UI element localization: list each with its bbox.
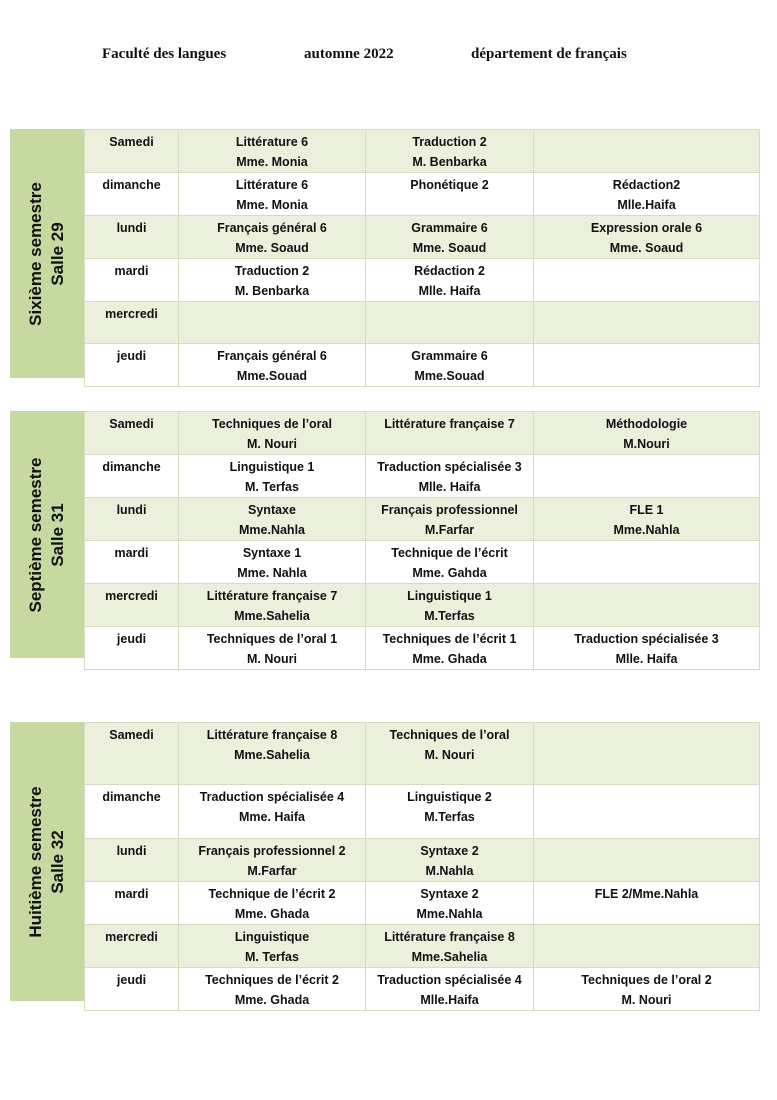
- course-name: Syntaxe 2: [420, 887, 479, 901]
- teacher-name: Mme. Ghada: [234, 907, 310, 921]
- course-cell: [366, 584, 534, 627]
- course-cell: [179, 173, 366, 216]
- teacher-name: Mme. Monia: [236, 198, 308, 212]
- semester-label-column: [10, 411, 84, 658]
- semester-title: Septième semestre: [26, 457, 45, 612]
- course-cell: [534, 541, 760, 584]
- course-name: Littérature française 7: [384, 417, 515, 431]
- teacher-name: M.Nouri: [623, 437, 670, 451]
- course-name: Technique de l’écrit: [391, 546, 508, 560]
- day-cell: [85, 344, 179, 387]
- course-name: Littérature française 8: [206, 728, 338, 742]
- day-cell: [85, 259, 179, 302]
- teacher-name: M. Nouri: [424, 748, 475, 762]
- course-cell: [366, 541, 534, 584]
- table-row: [85, 216, 760, 259]
- teacher-name: Mlle.Haifa: [617, 198, 676, 212]
- course-cell: [534, 412, 760, 455]
- semester-block-8: [10, 722, 760, 1007]
- teacher-name: M.Farfar: [424, 523, 475, 537]
- course-cell: [179, 130, 366, 173]
- schedule-table: [84, 411, 760, 670]
- course-cell: [179, 584, 366, 627]
- table-row: [85, 968, 760, 1011]
- day-label: Samedi: [109, 728, 154, 742]
- course-cell: [366, 412, 534, 455]
- course-cell: [366, 344, 534, 387]
- teacher-name: Mme.Souad: [236, 369, 308, 383]
- day-cell: [85, 130, 179, 173]
- department-name: département de français: [471, 46, 627, 62]
- course-cell: [366, 173, 534, 216]
- course-name: Rédaction 2: [414, 264, 485, 278]
- teacher-name: Mme.Sahelia: [411, 950, 488, 964]
- day-cell: [85, 968, 179, 1011]
- day-label: dimanche: [102, 790, 161, 804]
- table-row: [85, 925, 760, 968]
- course-cell: [534, 584, 760, 627]
- teacher-name: Mme. Soaud: [235, 241, 309, 255]
- course-name: FLE 1: [629, 503, 664, 517]
- day-label: mardi: [114, 264, 149, 278]
- course-cell: [366, 627, 534, 670]
- teacher-name: M. Benbarka: [234, 284, 310, 298]
- teacher-name: M.Farfar: [247, 864, 297, 878]
- course-name: Syntaxe: [248, 503, 296, 517]
- teacher-name: M.Terfas: [424, 609, 475, 623]
- table-row: [85, 627, 760, 670]
- teacher-name: Mme.Nahla: [416, 907, 483, 921]
- document-header: [0, 46, 777, 68]
- day-cell: [85, 584, 179, 627]
- course-name: Littérature 6: [235, 178, 309, 192]
- course-name: Syntaxe 1: [242, 546, 302, 560]
- room-label: Salle 29: [48, 221, 67, 286]
- table-row: [85, 839, 760, 882]
- course-name: Littérature 6: [235, 135, 309, 149]
- day-cell: [85, 455, 179, 498]
- table-row: [85, 412, 760, 455]
- course-cell: [534, 882, 760, 925]
- course-cell: [179, 968, 366, 1011]
- teacher-name: M. Terfas: [245, 950, 299, 964]
- table-row: [85, 259, 760, 302]
- course-cell: [366, 785, 534, 839]
- course-cell: [179, 412, 366, 455]
- table-row: [85, 130, 760, 173]
- schedule-table: [84, 722, 760, 1011]
- teacher-name: Mme. Gahda: [412, 566, 487, 580]
- course-cell: [534, 498, 760, 541]
- day-label: lundi: [116, 503, 147, 517]
- course-cell: [179, 723, 366, 785]
- course-name: Techniques de l’oral 2: [581, 973, 712, 987]
- course-cell: [179, 455, 366, 498]
- schedule-grid: [84, 129, 760, 383]
- day-cell: [85, 627, 179, 670]
- day-label: mardi: [114, 546, 149, 560]
- day-label: jeudi: [116, 973, 147, 987]
- course-name: Traduction 2: [234, 264, 310, 278]
- course-name: Techniques de l’oral: [389, 728, 510, 742]
- teacher-name: Mlle. Haifa: [615, 652, 678, 666]
- course-cell: [534, 723, 760, 785]
- course-cell: [534, 968, 760, 1011]
- course-name: Techniques de l’écrit 1: [382, 632, 517, 646]
- teacher-name: Mme.Nahla: [239, 523, 305, 537]
- teacher-name: Mme.Souad: [414, 369, 485, 383]
- course-name: Expression orale 6: [590, 221, 703, 235]
- course-cell: [534, 302, 760, 344]
- course-name: Littérature française 8: [384, 930, 515, 944]
- day-cell: [85, 302, 179, 344]
- day-label: jeudi: [116, 349, 147, 363]
- teacher-name: Mlle.Haifa: [420, 993, 479, 1007]
- day-label: lundi: [116, 221, 147, 235]
- day-cell: [85, 785, 179, 839]
- course-cell: [534, 173, 760, 216]
- course-name: Traduction spécialisée 3: [574, 632, 719, 646]
- table-row: [85, 498, 760, 541]
- teacher-name: M.Terfas: [424, 810, 475, 824]
- course-cell: [179, 882, 366, 925]
- course-cell: [179, 627, 366, 670]
- course-name: Techniques de l’oral 1: [206, 632, 338, 646]
- course-cell: [179, 259, 366, 302]
- table-row: [85, 785, 760, 839]
- table-row: [85, 882, 760, 925]
- day-label: mercredi: [105, 589, 158, 603]
- semester-block-6: [10, 129, 760, 383]
- course-cell: [366, 302, 534, 344]
- course-name: Français professionnel: [381, 503, 518, 517]
- course-cell: [366, 723, 534, 785]
- semester-title: Huitième semestre: [26, 785, 45, 938]
- schedule-table: [84, 129, 760, 387]
- room-label: Salle 32: [48, 829, 67, 894]
- course-cell: [366, 130, 534, 173]
- day-label: Samedi: [109, 417, 154, 431]
- day-cell: [85, 541, 179, 584]
- course-cell: [534, 216, 760, 259]
- course-cell: [366, 968, 534, 1011]
- course-cell: [534, 130, 760, 173]
- course-name: Linguistique 1: [407, 589, 492, 603]
- course-cell: [179, 302, 366, 344]
- course-cell: [534, 925, 760, 968]
- day-label: dimanche: [102, 178, 161, 192]
- course-cell: [366, 839, 534, 882]
- table-row: [85, 173, 760, 216]
- table-row: [85, 723, 760, 785]
- table-row: [85, 455, 760, 498]
- teacher-name: Mme. Soaud: [609, 241, 684, 255]
- day-cell: [85, 723, 179, 785]
- day-cell: [85, 498, 179, 541]
- course-cell: [534, 627, 760, 670]
- day-label: lundi: [116, 844, 147, 858]
- course-name: Traduction spécialisée 4: [377, 973, 522, 987]
- teacher-name: M. Terfas: [245, 480, 299, 494]
- day-cell: [85, 173, 179, 216]
- day-label: mercredi: [105, 930, 158, 944]
- course-name: Techniques de l’oral: [212, 417, 332, 431]
- teacher-name: Mme. Ghada: [234, 993, 310, 1007]
- teacher-name: Mlle. Haifa: [418, 480, 481, 494]
- course-cell: [534, 259, 760, 302]
- teacher-name: M. Nouri: [247, 437, 297, 451]
- course-name: Techniques de l’écrit 2: [205, 973, 339, 987]
- day-cell: [85, 925, 179, 968]
- course-cell: [534, 455, 760, 498]
- course-cell: [179, 925, 366, 968]
- course-name: Technique de l’écrit 2: [208, 887, 336, 901]
- course-cell: [366, 455, 534, 498]
- teacher-name: Mme.Sahelia: [234, 609, 310, 623]
- semester-block-7: [10, 411, 760, 666]
- teacher-name: Mme. Soaud: [412, 241, 487, 255]
- semester-label-column: [10, 722, 84, 1001]
- teacher-name: Mme. Ghada: [412, 652, 487, 666]
- day-label: Samedi: [109, 135, 154, 149]
- course-cell: [366, 216, 534, 259]
- course-cell: [179, 541, 366, 584]
- faculty-name: Faculté des langues: [102, 46, 227, 62]
- day-cell: [85, 882, 179, 925]
- semester-title: Sixième semestre: [26, 181, 45, 326]
- day-cell: [85, 839, 179, 882]
- course-cell: [534, 785, 760, 839]
- course-name: Français général 6: [217, 221, 327, 235]
- course-cell: [179, 839, 366, 882]
- table-row: [85, 584, 760, 627]
- day-label: mercredi: [105, 307, 158, 321]
- course-name: Rédaction2: [612, 178, 681, 192]
- semester-label: [25, 182, 69, 326]
- day-cell: [85, 412, 179, 455]
- teacher-name: Mme. Nahla: [237, 566, 307, 580]
- teacher-name: Mme. Monia: [236, 155, 308, 169]
- course-name: Linguistique: [234, 930, 310, 944]
- teacher-name: Mlle. Haifa: [418, 284, 481, 298]
- course-name: Français professionnel 2: [198, 844, 346, 858]
- course-cell: [534, 839, 760, 882]
- course-name: Linguistique 1: [229, 460, 315, 474]
- course-name: Littérature française 7: [206, 589, 338, 603]
- table-row: [85, 344, 760, 387]
- day-label: dimanche: [102, 460, 161, 474]
- teacher-name: Mme.Nahla: [613, 523, 680, 537]
- day-label: mardi: [114, 887, 149, 901]
- course-name: Traduction spécialisée 4: [199, 790, 345, 804]
- course-name: Méthodologie: [605, 417, 688, 431]
- course-name: Grammaire 6: [411, 349, 488, 363]
- semester-label-column: [10, 129, 84, 378]
- course-cell: [179, 216, 366, 259]
- day-cell: [85, 216, 179, 259]
- room-label: Salle 31: [48, 502, 67, 567]
- course-name: Linguistique 2: [407, 790, 492, 804]
- teacher-name: Mme.Sahelia: [234, 748, 310, 762]
- semester-label: [25, 457, 69, 612]
- schedule-grid: [84, 411, 760, 666]
- course-cell: [366, 259, 534, 302]
- teacher-name: M.Nahla: [425, 864, 474, 878]
- course-name: Phonétique 2: [410, 178, 489, 192]
- semester-label: [25, 786, 69, 937]
- schedule-grid: [84, 722, 760, 1007]
- course-name: Grammaire 6: [411, 221, 488, 235]
- course-name: Traduction 2: [412, 135, 487, 149]
- table-row: [85, 302, 760, 344]
- course-cell: [179, 344, 366, 387]
- course-cell: [179, 498, 366, 541]
- session-label: automne 2022: [304, 46, 394, 62]
- course-cell: [179, 785, 366, 839]
- course-name: Traduction spécialisée 3: [377, 460, 522, 474]
- course-name: Syntaxe 2: [420, 844, 479, 858]
- table-row: [85, 541, 760, 584]
- course-name: Français général 6: [217, 349, 327, 363]
- teacher-name: Mme. Haifa: [239, 810, 305, 824]
- day-label: jeudi: [116, 632, 147, 646]
- teacher-name: M. Benbarka: [412, 155, 487, 169]
- course-cell: [366, 925, 534, 968]
- course-cell: [534, 344, 760, 387]
- course-cell: [366, 498, 534, 541]
- teacher-name: M. Nouri: [247, 652, 297, 666]
- course-name: FLE 2/Mme.Nahla: [594, 887, 699, 901]
- course-cell: [366, 882, 534, 925]
- teacher-name: M. Nouri: [621, 993, 672, 1007]
